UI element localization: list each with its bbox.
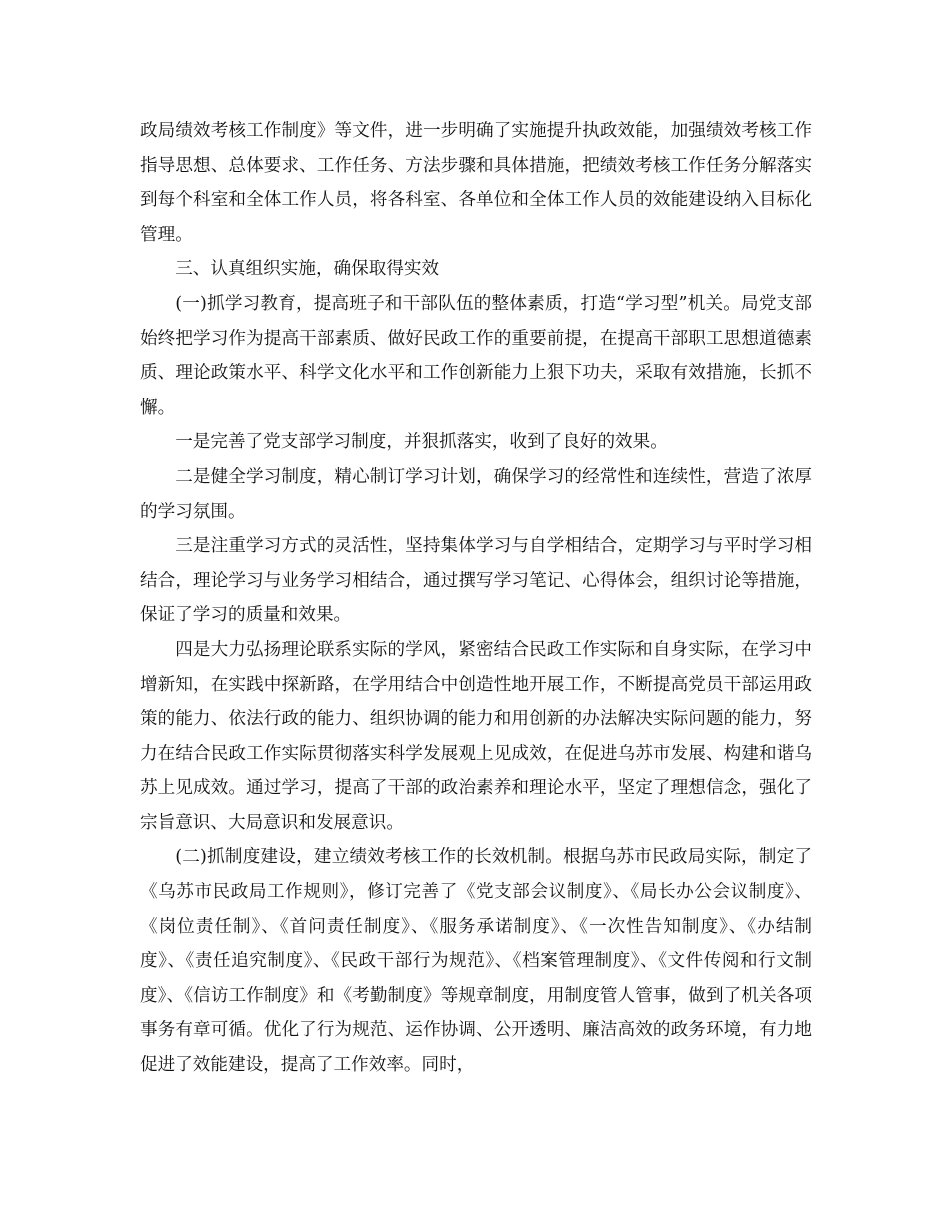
paragraph-point-4: 四是大力弘扬理论联系实际的学风，紧密结合民政工作实际和自身实际，在学习中增新知，在实践中探新路，在学用结合中创造性地开展工作，不断提高党员干部运用政策的能力、依法行政的能力、组织协调的能力和用创新的办法解决实际问题的能力，努力在结合民政工作实际贯彻落实科学发展观上见成效，在促进乌苏市发展、构建和谐乌苏上见成效。通过学习，提高了干部的政治素养和理论水平，坚定了理想信念，强化了宗旨意识、大局意识和发展意识。 xyxy=(140,639,812,833)
paragraph-point-1: 一是完善了党支部学习制度，并狠抓落实，收到了良好的效果。 xyxy=(175,432,668,453)
document-body xyxy=(140,114,812,1083)
paragraph-point-2: 二是健全学习制度，精心制订学习计划，确保学习的经常性和连续性，营造了浓厚的学习氛围。 xyxy=(140,466,812,522)
paragraph-1: 政局绩效考核工作制度》等文件，进一步明确了实施提升执政效能，加强绩效考核工作指导思想、总体要求、工作任务、方法步骤和具体措施，把绩效考核工作任务分解落实到每个科室和全体工作人员，将各科室、各单位和全体工作人员的效能建设纳入目标化管理。 xyxy=(140,121,812,245)
section-heading-3: 三、认真组织实施，确保取得实效 xyxy=(175,259,440,280)
paragraph-system-building: (二)抓制度建设，建立绩效考核工作的长效机制。根据乌苏市民政局实际，制定了《乌苏市民政局工作规则》，修订完善了《党支部会议制度》、《局长办公会议制度》、《岗位责任制》、《首问责任制度》、《服务承诺制度》、《一次性告知制度》、《办结制度》、《责任追究制度》、《民政干部行为规范》、《档案管理制度》、《文件传阅和行文制度》、《信访工作制度》和《考勤制度》等规章制度，用制度管人管事，做到了机关各项事务有章可循。优化了行为规范、运作协调、公开透明、廉洁高效的政务环境，有力地促进了效能建设，提高了工作效率。同时， xyxy=(140,847,812,1076)
paragraph-point-3: 三是注重学习方式的灵活性，坚持集体学习与自学相结合，定期学习与平时学习相结合，理论学习与业务学习相结合，通过撰写学习笔记、心得体会，组织讨论等措施，保证了学习的质量和效果。 xyxy=(140,536,812,626)
paragraph-learning-education: (一)抓学习教育，提高班子和干部队伍的整体素质，打造“学习型”机关。局党支部始终把学习作为提高干部素质、做好民政工作的重要前提，在提高干部职工思想道德素质、理论政策水平、科学文化水平和工作创新能力上狠下功夫，采取有效措施，长抓不懈。 xyxy=(140,293,812,418)
